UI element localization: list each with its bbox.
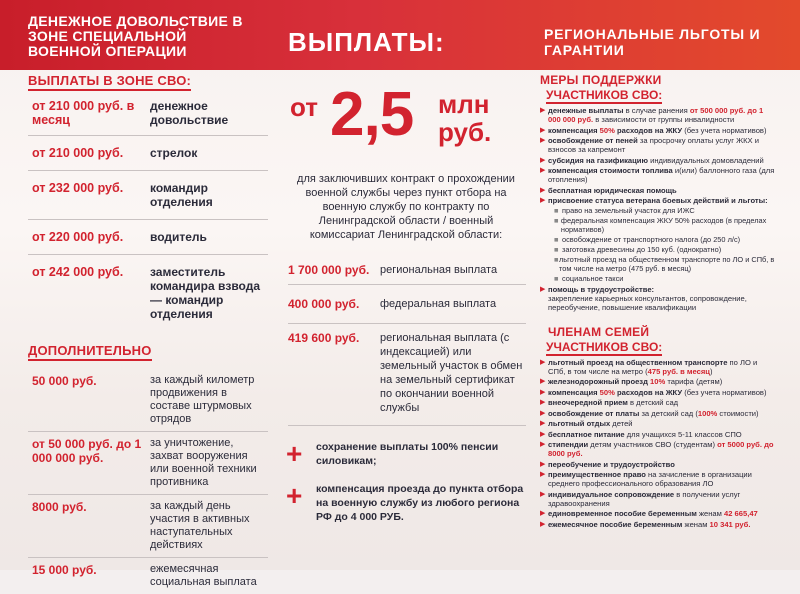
payment-desc: командир отделения [150, 181, 213, 209]
payment-row [28, 171, 268, 220]
contract-row [288, 324, 526, 426]
payment-amount: от 210 000 руб. [32, 146, 124, 160]
extra-row [28, 369, 268, 432]
list-item: ▶ единовременное пособие беременным женам 42 665,47 [540, 509, 758, 518]
list-item: ▶ переобучение и трудоустройство [540, 459, 675, 469]
contract-amount: 1 700 000 руб. [288, 263, 370, 277]
extra-desc: за каждый день участия в активных наступательных действиях [150, 500, 250, 551]
list-item: ▶ денежные выплаты в случае ранения от 500 000 руб. до 1 000 000 руб. в зависимости от группы инвалидности [540, 106, 764, 124]
contract-payments [286, 256, 526, 426]
contract-amount: 419 600 руб. [288, 331, 360, 345]
extra-row [28, 558, 268, 594]
list-item: ▶ компенсация 50% расходов на ЖКУ (без учета нормативов) [540, 125, 767, 135]
extra-desc: ежемесячная социальная выплата [150, 563, 257, 588]
list-item: ▶ стипендии детям участников СВО (студентам) от 5000 руб. до 8000 руб. [540, 440, 774, 458]
list-item: ▶ компенсация стоимости топлива и(или) баллонного газа (для отопления) [540, 166, 775, 184]
middle-column [286, 80, 526, 524]
payment-amount: от 232 000 руб. [32, 181, 124, 195]
amount-unit-line1: млн [438, 89, 490, 119]
payment-row [28, 95, 268, 136]
plus-icon: + [286, 438, 303, 469]
list-item: ▶ ежемесячное пособие беременным женам 10 341 руб. [540, 519, 751, 529]
payment-desc: водитель [150, 230, 207, 244]
contract-row [288, 285, 526, 324]
list-item: ▶ бесплатное питание для учащихся 5-11 классов СПО [540, 429, 742, 439]
list-item: ▶ индивидуальное сопровождение в получении услуг здравоохранения [540, 489, 741, 508]
sub-item: ■ заготовка древесины до 150 куб. (однократно) [554, 245, 722, 254]
extra-desc: за уничтожение, захват вооружения или военной техники противника [150, 437, 257, 488]
payment-row [28, 255, 268, 331]
list-item: ▶ преимущественное право на зачисление в организации среднего профессионального образования ЛО [540, 470, 752, 488]
left-column [28, 72, 268, 594]
list-item: ▶ льготный проезд на общественном транспорте по ЛО и СПб, в том числе на метро (475 руб. в месяц) [540, 357, 758, 376]
sub-item: ■ право на земельный участок для ИЖС [554, 206, 695, 215]
support-measures-list [540, 106, 776, 312]
header-bar [0, 0, 800, 70]
headline-amount [286, 80, 526, 160]
extra-amount: 50 000 руб. [32, 374, 97, 388]
sub-item: ■ федеральная компенсация ЖКУ 50% расходов (в пределах нормативов) [554, 216, 767, 234]
contract-intro: для заключивших контракт о прохождении военной службы через пункт отбора на военную службу по контракту по Ленинградской области / военный комиссариат Ленинградской области: [297, 173, 515, 241]
svo-payments-list [28, 95, 268, 331]
support-measures-subtitle: УЧАСТНИКОВ СВО: [546, 88, 663, 102]
plus-item [286, 440, 526, 468]
list-item: ▶ компенсация 50% расходов на ЖКУ (без учета нормативов) [540, 387, 767, 397]
svo-payments-heading: ВЫПЛАТЫ В ЗОНЕ СВО: [28, 73, 191, 91]
family-title: ЧЛЕНАМ СЕМЕЙ [548, 324, 650, 339]
plus-item [286, 482, 526, 524]
payment-desc: стрелок [150, 146, 198, 160]
extra-amount: 8000 руб. [32, 500, 87, 514]
extra-amount: 15 000 руб. [32, 563, 97, 577]
contract-desc: региональная выплата [380, 264, 498, 276]
family-block [540, 326, 776, 356]
payment-amount: от 210 000 руб. в месяц [32, 99, 135, 127]
list-item: ▶ присвоение статуса ветерана боевых действий и льготы: [540, 196, 768, 205]
right-column-title: РЕГИОНАЛЬНЫЕ ЛЬГОТЫ И ГАРАНТИИ [544, 26, 761, 58]
extra-row [28, 495, 268, 558]
family-subtitle: УЧАСТНИКОВ СВО: [546, 339, 663, 354]
payment-desc: денежное довольствие [150, 99, 229, 127]
amount-prefix: от [290, 92, 318, 122]
list-item: ▶ субсидия на газификацию индивидуальных домовладений [540, 155, 764, 165]
payment-row [28, 136, 268, 171]
list-item: ▶ помощь в трудоустройстве: [540, 284, 655, 294]
additional-list [28, 369, 268, 594]
support-measures-title: МЕРЫ ПОДДЕРЖКИ [540, 73, 662, 87]
sub-item: ■ освобождение от транспортного налога (до 250 л/с) [554, 235, 741, 244]
right-column [540, 74, 776, 529]
payment-amount: от 220 000 руб. [32, 230, 124, 244]
plus-text: сохранение выплаты 100% пенсии силовикам; [316, 441, 499, 467]
plus-icon: + [286, 480, 303, 511]
amount-unit [438, 90, 491, 146]
plus-text: компенсация проезда до пункта отбора на военную службу из любого региона РФ до 4 000 РУБ. [316, 483, 524, 523]
contract-amount: 400 000 руб. [288, 297, 360, 311]
additional-heading: ДОПОЛНИТЕЛЬНО [28, 343, 152, 361]
family-list [540, 358, 776, 529]
sub-item: ■ льготный проезд на общественном транспорте по ЛО и СПб, в том числе на метро (475 руб. в месяц) [554, 255, 775, 273]
extra-desc: за каждый километр продвижения в составе штурмовых отрядов [150, 374, 255, 425]
list-item: ▶ бесплатная юридическая помощь [540, 185, 677, 195]
sub-item: ■ социальное такси [554, 274, 624, 283]
list-item: ▶ железнодорожный проезд 10% тарифа (детям) [540, 377, 723, 386]
extra-row [28, 432, 268, 495]
contract-row [288, 256, 526, 285]
list-item: ▶ льготный отдых детей [540, 419, 633, 428]
payment-desc: заместитель командира взвода — командир отделения [150, 265, 261, 321]
amount-unit-line2: руб. [438, 117, 492, 147]
left-column-title: ДЕНЕЖНОЕ ДОВОЛЬСТВИЕ В ЗОНЕ СПЕЦИАЛЬНОЙ ВОЕННОЙ ОПЕРАЦИИ [28, 13, 243, 59]
payment-amount: от 242 000 руб. [32, 265, 124, 279]
list-item: ▶ внеочередной прием в детский сад [540, 398, 679, 407]
list-item: ▶ освобождение от пеней за просрочку оплаты услуг ЖКХ и взносов за капремонт [540, 136, 759, 154]
extra-amount: от 50 000 руб. до 1 000 000 руб. [32, 437, 142, 465]
list-item: ▶ освобождение от платы за детский сад (100% стоимости) [540, 408, 759, 418]
contract-desc: федеральная выплата [380, 298, 497, 310]
list-item-continuation: закрепление карьерных консультантов, сопровождение, переобучение, повышение квалификации [548, 293, 747, 312]
payment-row [28, 220, 268, 255]
amount-number: 2,5 [330, 80, 414, 149]
center-column-title: ВЫПЛАТЫ: [288, 27, 445, 57]
contract-desc: региональная выплата (с индексацией) или земельный участок в обмен на земельный сертификат по окончании военной службы [380, 332, 523, 414]
